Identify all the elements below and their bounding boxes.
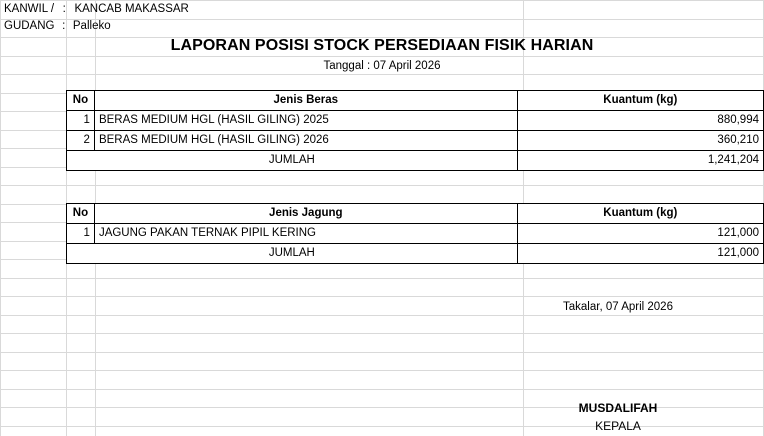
table-row xyxy=(67,224,764,244)
jagung-header-row xyxy=(67,204,764,224)
gudang-value: Palleko xyxy=(72,20,111,32)
beras-row-1-qty: 880,994 xyxy=(517,111,763,131)
kanwil-separator: : xyxy=(62,3,66,15)
jagung-row-1-no: 1 xyxy=(67,224,95,244)
beras-row-1-name: BERAS MEDIUM HGL (HASIL GILING) 2025 xyxy=(94,111,517,131)
kanwil-label: KANWIL / xyxy=(4,3,55,15)
beras-total-label: JUMLAH xyxy=(67,151,518,171)
signature-role: KEPALA xyxy=(595,419,641,433)
jagung-table xyxy=(66,203,764,264)
jagung-row-1-qty: 121,000 xyxy=(517,224,763,244)
beras-header-row xyxy=(67,91,764,111)
report-date: Tanggal : 07 April 2026 xyxy=(323,60,441,72)
beras-col-qty: Kuantum (kg) xyxy=(517,91,763,111)
gudang-label: GUDANG xyxy=(4,20,55,32)
jagung-total-value: 121,000 xyxy=(517,244,763,264)
beras-total-row xyxy=(67,151,764,171)
beras-row-2-qty: 360,210 xyxy=(517,131,763,151)
jagung-total-label: JUMLAH xyxy=(67,244,518,264)
signature-place-date: Takalar, 07 April 2026 xyxy=(563,301,673,313)
gudang-separator: : xyxy=(62,20,66,32)
beras-col-no: No xyxy=(67,91,95,111)
table-row xyxy=(67,131,764,151)
table-row xyxy=(67,111,764,131)
beras-row-2-no: 2 xyxy=(67,131,95,151)
kanwil-value: KANCAB MAKASSAR xyxy=(74,3,189,15)
jagung-col-name: Jenis Jagung xyxy=(94,204,517,224)
beras-table xyxy=(66,90,764,171)
jagung-total-row xyxy=(67,244,764,264)
beras-row-2-name: BERAS MEDIUM HGL (HASIL GILING) 2026 xyxy=(94,131,517,151)
jagung-row-1-name: JAGUNG PAKAN TERNAK PIPIL KERING xyxy=(94,224,517,244)
kanwil-row xyxy=(4,3,189,15)
jagung-col-no: No xyxy=(67,204,95,224)
beras-col-name: Jenis Beras xyxy=(94,91,517,111)
report-title: LAPORAN POSISI STOCK PERSEDIAAN FISIK HARIAN xyxy=(170,37,594,54)
signature-name: MUSDALIFAH xyxy=(578,401,658,415)
beras-row-1-no: 1 xyxy=(67,111,95,131)
beras-total-value: 1,241,204 xyxy=(517,151,763,171)
jagung-col-qty: Kuantum (kg) xyxy=(517,204,763,224)
gudang-row xyxy=(4,20,111,32)
